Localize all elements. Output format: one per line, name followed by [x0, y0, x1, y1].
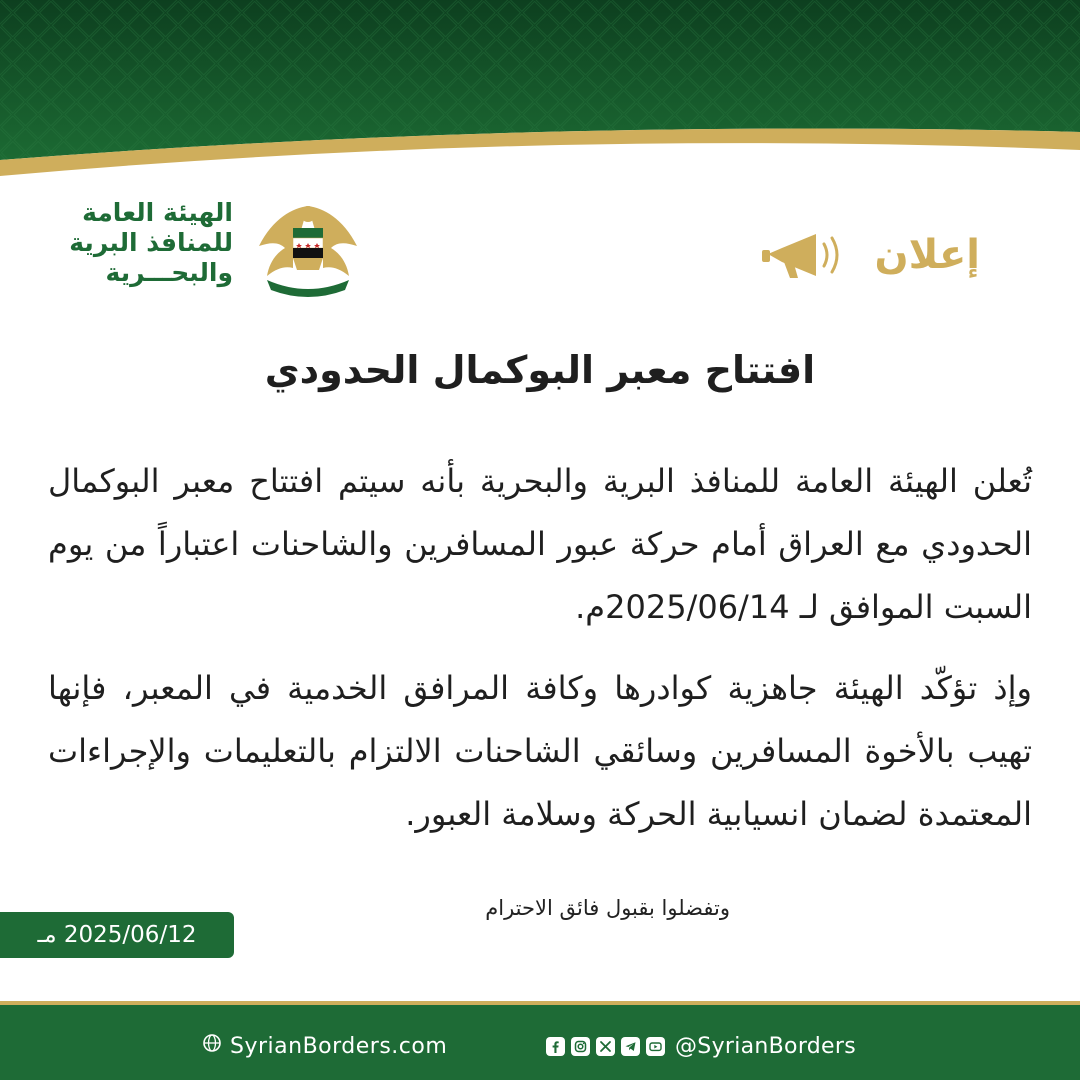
body-paragraph-1: تُعلن الهيئة العامة للمنافذ البرية والبحرية بأنه سيتم افتتاح معبر البوكمال الحدودي مع العراق أمام حركة عبور المسافرين والشاحنات اعتباراً من يوم السبت الموافق لـ 2025/06/14م. — [48, 462, 1032, 626]
body-paragraph-2: وإذ تؤكّد الهيئة جاهزية كوادرها وكافة المرافق الخدمية في المعبر، فإنها تهيب بالأخوة المسافرين وسائقي الشاحنات الالتزام بالتعليمات والإجراءات المعتمدة لضمان انسيابية الحركة وسلامة العبور. — [48, 669, 1032, 833]
date-badge: 2025/06/12 مـ — [0, 912, 234, 958]
globe-icon — [202, 1033, 222, 1059]
megaphone-icon — [760, 226, 860, 284]
announcement-label: إعلان — [874, 232, 980, 278]
announcement-header — [760, 222, 990, 288]
social-links — [546, 1031, 856, 1061]
x-icon[interactable] — [596, 1037, 615, 1056]
social-handle[interactable]: @SyrianBorders — [675, 1033, 856, 1059]
telegram-icon[interactable] — [621, 1037, 640, 1056]
instagram-icon[interactable] — [571, 1037, 590, 1056]
organization-name — [69, 198, 233, 288]
syrian-eagle-emblem — [253, 198, 363, 298]
announcement-title: افتتاح معبر البوكمال الحدودي — [264, 348, 816, 392]
header-banner — [0, 0, 1080, 200]
org-name-line-2: للمنافذ البرية — [69, 228, 233, 257]
organization-block — [69, 198, 368, 298]
facebook-icon[interactable] — [546, 1037, 565, 1056]
website-link[interactable] — [202, 1031, 447, 1061]
footer-bar — [0, 1005, 1080, 1080]
org-name-line-1: الهيئة العامة — [82, 198, 233, 227]
org-name-line-3: والبحـــرية — [105, 258, 233, 287]
youtube-icon[interactable] — [646, 1037, 665, 1056]
website-text: SyrianBorders.com — [230, 1033, 448, 1059]
closing-text: وتفضلوا بقبول فائق الاحترام — [485, 896, 730, 920]
